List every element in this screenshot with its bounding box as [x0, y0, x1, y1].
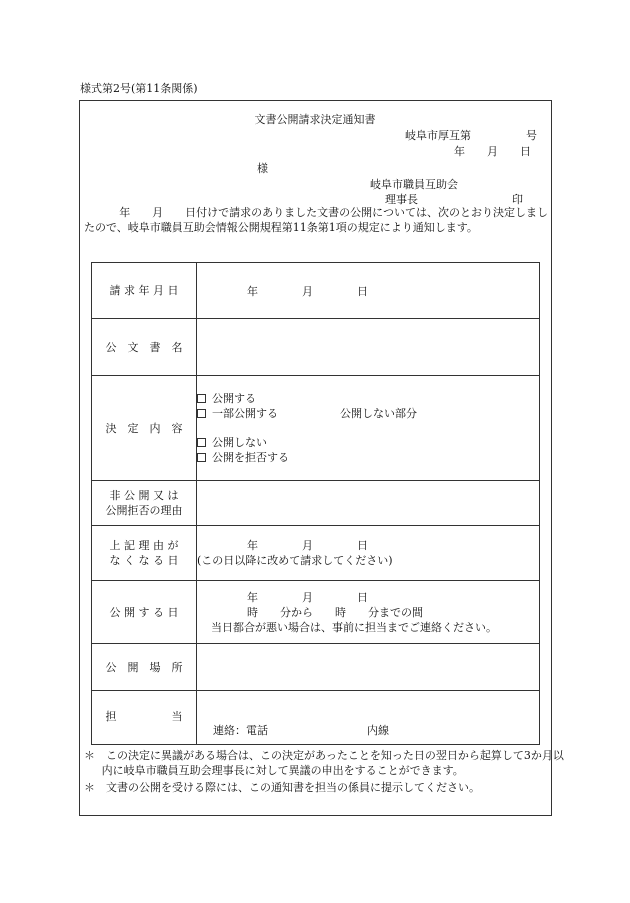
form-number: 様式第2号(第11条関係)	[80, 82, 198, 95]
row-label: 公 文 書 名	[92, 319, 197, 376]
disclosure-date-value: 年 月 日 時 分から 時 分までの間 当日都合が悪い場合は、事前に担当までご連絡ください。	[197, 581, 540, 644]
document-number: 岐阜市厚互第 号	[405, 129, 537, 142]
table-row	[92, 481, 540, 526]
row-label: 決 定 内 容	[92, 376, 197, 481]
checkbox-icon[interactable]	[197, 394, 206, 403]
seal-mark: 印	[512, 193, 523, 206]
document-name-value	[197, 319, 540, 376]
sender-title: 理事長	[385, 193, 418, 206]
notice-date: 年 月 日	[454, 145, 531, 158]
note-appeal: ＊ この決定に異議がある場合は、この決定があったことを知った日の翌日から起算して3か月以内に岐阜市職員互助会理事長に対して異議の申出をすることができます。	[84, 749, 564, 777]
option-disclose[interactable]: 公開する	[197, 391, 539, 406]
table-row	[92, 526, 540, 581]
table-row	[92, 581, 540, 644]
row-label: 公 開 す る 日	[92, 581, 197, 644]
contact-value: 連絡：電話 内線	[197, 691, 540, 745]
table-row	[92, 319, 540, 376]
notice-body: 年 月 日付けで請求のありました文書の公開については、次のとおり決定しましたので、岐阜市職員互助会情報公開規程第11条第1項の規定により通知します。	[84, 206, 548, 234]
row-label: 担 当	[92, 691, 197, 745]
checkbox-icon[interactable]	[197, 453, 206, 462]
document-title: 文書公開請求決定通知書	[254, 113, 376, 126]
row-label: 非 公 開 又 は 公開拒否の理由	[92, 481, 197, 526]
decision-table	[91, 262, 540, 745]
disclosure-place-value	[197, 644, 540, 691]
row-label: 上 記 理 由 が な く な る 日	[92, 526, 197, 581]
request-date-value: 年 月 日	[197, 263, 540, 319]
row-label: 公 開 場 所	[92, 644, 197, 691]
option-partial-disclose[interactable]: 一部公開する 公開しない部分	[197, 406, 539, 421]
organization-name: 岐阜市職員互助会	[370, 178, 458, 191]
reason-end-date-value: 年 月 日 (この日以降に改めて請求してください)	[197, 526, 540, 581]
checkbox-icon[interactable]	[197, 438, 206, 447]
addressee-suffix: 様	[257, 162, 268, 175]
checkbox-icon[interactable]	[197, 409, 206, 418]
reason-value	[197, 481, 540, 526]
table-row	[92, 644, 540, 691]
option-not-disclose[interactable]: 公開しない	[197, 435, 539, 450]
table-row	[92, 691, 540, 745]
decision-options	[197, 376, 540, 481]
table-row	[92, 263, 540, 319]
row-label: 請 求 年 月 日	[92, 263, 197, 319]
table-row	[92, 376, 540, 481]
option-refuse[interactable]: 公開を拒否する	[197, 450, 539, 465]
note-presentation: ＊ 文書の公開を受ける際には、この通知書を担当の係員に提示してください。	[84, 781, 480, 794]
